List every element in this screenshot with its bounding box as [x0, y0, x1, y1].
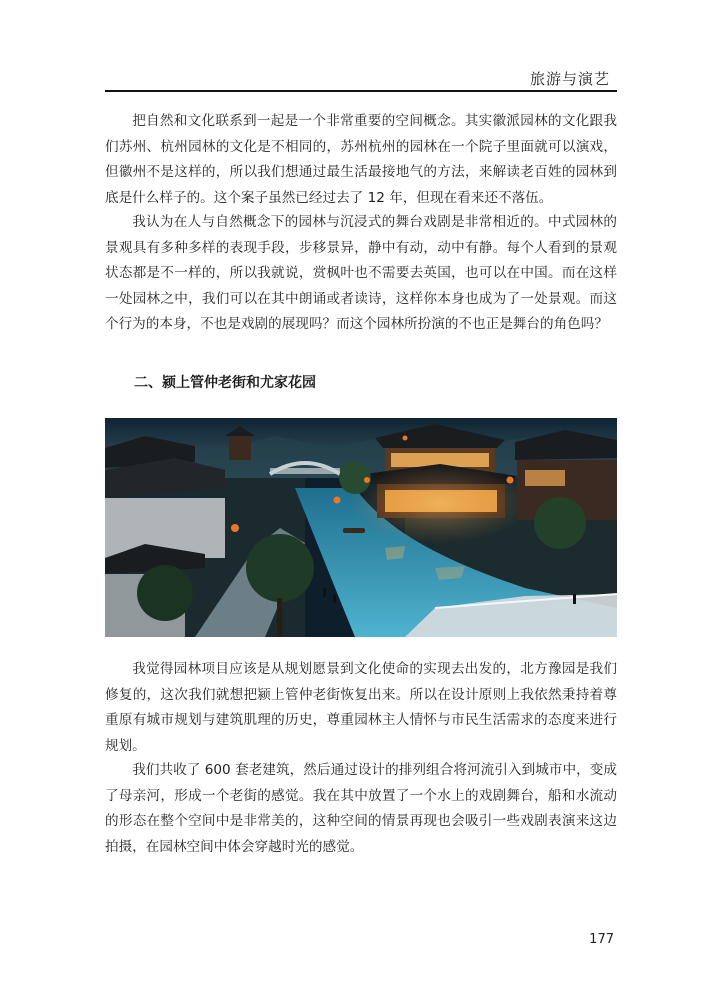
paragraph-2: 我认为在人与自然概念下的园林与沉浸式的舞台戏剧是非常相近的。中式园林的景观具有多种多样的表现手段，步移景异，静中有动，动中有静。每个人看到的景观状态都是不一样的，所以我就说，赏枫叶也不需要去英国，也可以在中国。而在这样一处园林之中，我们可以在其中朗诵或者读诗，这样你本身也成为了一处景观。而这个行为的本身，不也是戏剧的展现吗？而这个园林所扮演的不也正是舞台的角色吗？: [105, 214, 617, 332]
paragraph-1: 把自然和文化联系到一起是一个非常重要的空间概念。其实徽派园林的文化跟我们苏州、杭州园林的文化是不相同的，苏州杭州的园林在一个院子里面就可以演戏，但徽州不是这样的，所以我们想通过最生活最接地气的方法，来解读老百姓的园林到底是什么样子的。这个案子虽然已经过去了 12 年，但现在看来还不落伍。: [105, 113, 617, 206]
old-street-illustration: [105, 418, 617, 637]
lantern-1: [231, 524, 239, 532]
paragraph-3: 我觉得园林项目应该是从规划愿景到文化使命的实现去出发的，北方豫园是我们修复的，这次我们就想把颍上管仲老街恢复出来。所以在设计原则上我依然秉持着尊重原有城市规划与建筑肌理的历史，尊重园林主人情怀与市民生活需求的态度来进行规划。: [105, 661, 617, 754]
tower-body: [229, 436, 251, 460]
lantern-5: [403, 436, 408, 441]
water-reflection-1: [385, 546, 405, 560]
tree-trunk-1: [277, 598, 282, 637]
section-heading: 二、颍上管仲老街和尤家花园: [134, 375, 316, 391]
person-2: [333, 594, 336, 603]
pavilion-glow: [350, 463, 530, 543]
tree-canopy-3: [534, 497, 586, 549]
tree-canopy-2: [137, 565, 193, 621]
paragraph-4: 我们共收了 600 套老建筑，然后通过设计的排列组合将河流引入到城市中，变成了母亲河，形成一个老街的感觉。我在其中放置了一个水上的戏剧舞台，船和水流动的形态在整个空间中是非常美的，这种空间的情景再现也会吸引一些戏剧表演来这边拍摄，在园林空间中体会穿越时光的感觉。: [105, 762, 617, 855]
right-building-window: [525, 470, 565, 486]
tree-canopy-1: [246, 534, 314, 602]
figure-old-street-rendering: [105, 418, 617, 637]
person-3: [573, 594, 576, 604]
boat: [343, 528, 365, 533]
lantern-3: [364, 477, 370, 483]
lantern-4: [507, 477, 514, 484]
header-rule: [105, 90, 617, 92]
lantern-2: [334, 497, 341, 504]
water-reflection-2: [435, 566, 465, 580]
page-number: 177: [589, 932, 614, 947]
running-header-title: 旅游与演艺: [529, 70, 610, 88]
person-1: [323, 588, 326, 597]
